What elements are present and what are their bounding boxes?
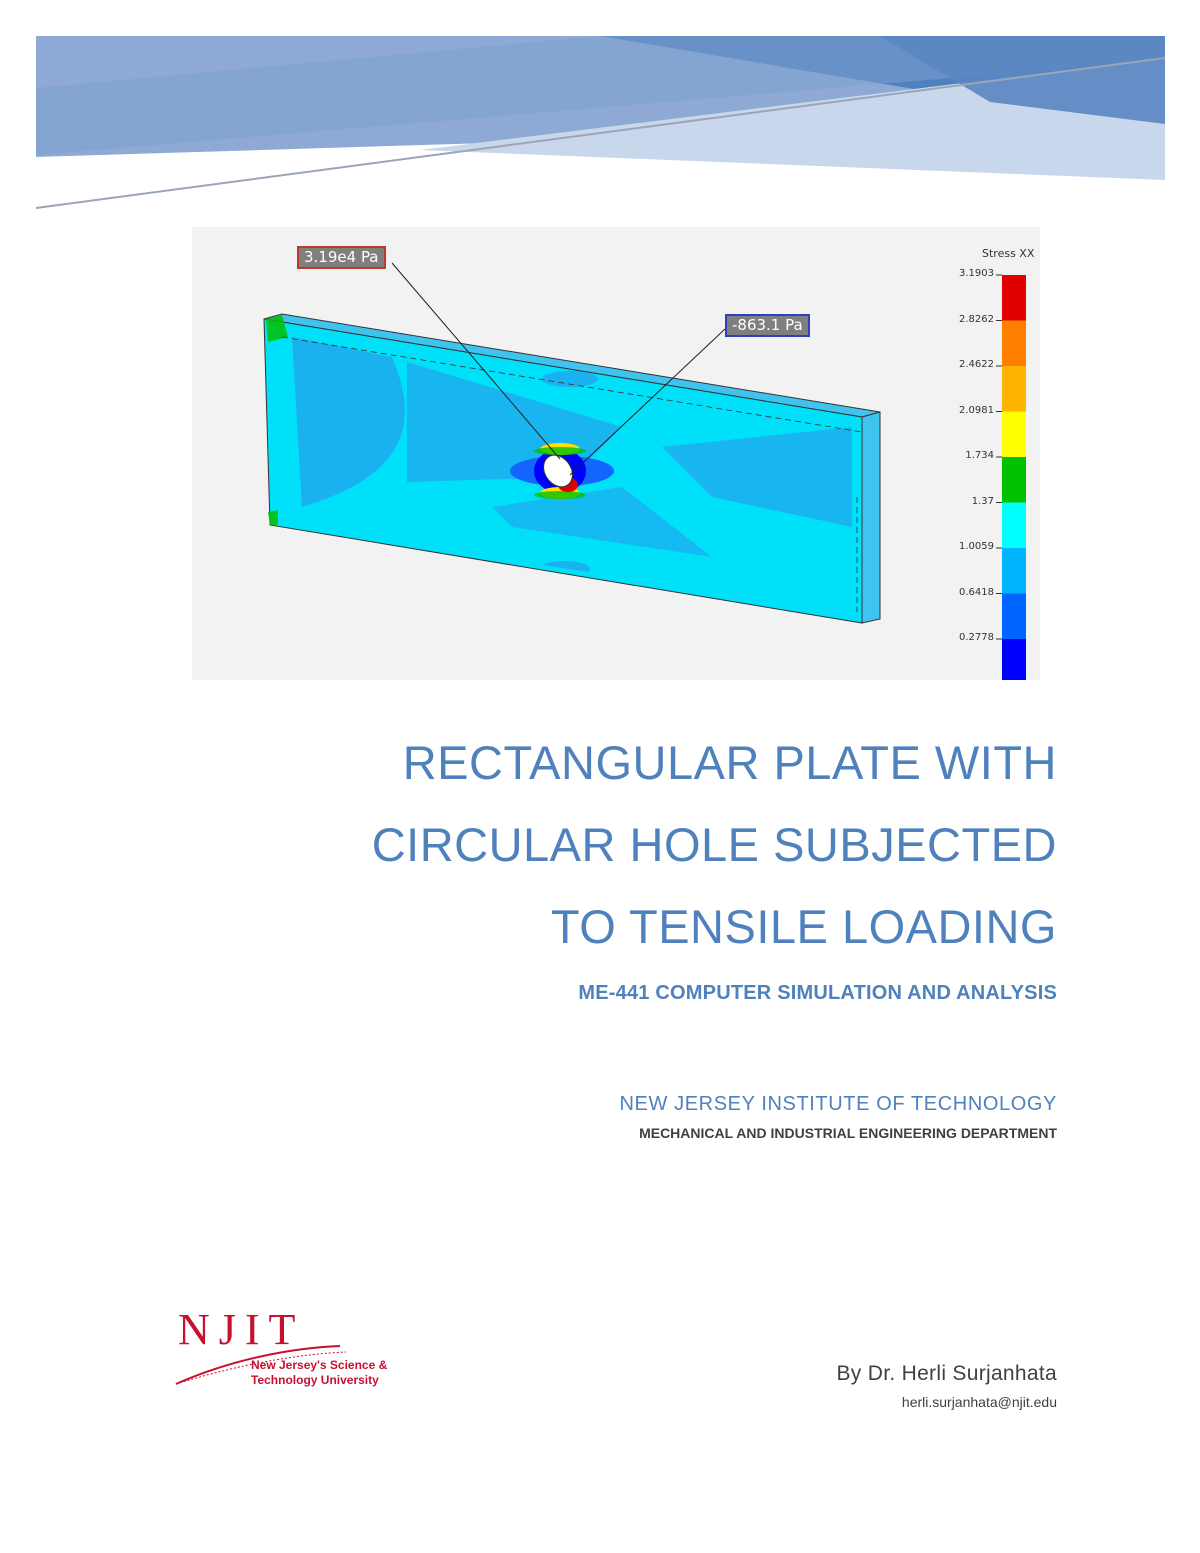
njit-logo — [170, 1302, 400, 1392]
legend-colorbar — [996, 275, 1026, 680]
legend-color-band — [1002, 321, 1026, 367]
legend-color-band — [1002, 503, 1026, 549]
course-subtitle: ME-441 COMPUTER SIMULATION AND ANALYSIS — [578, 982, 1057, 1004]
document-title — [297, 722, 1057, 968]
legend-tick-label: 2.4622 — [959, 359, 994, 370]
legend-tick-label: 0.6418 — [959, 586, 994, 598]
legend-color-band — [1002, 548, 1026, 594]
legend-title: Stress XX — [982, 247, 1035, 260]
logo-tagline-line-1: New Jersey's Science & — [251, 1358, 388, 1372]
legend-color-band — [1002, 457, 1026, 503]
header-banner — [0, 0, 1200, 220]
min-stress-callout: -863.1 Pa — [725, 314, 810, 337]
institute-name: NEW JERSEY INSTITUTE OF TECHNOLOGY — [619, 1093, 1057, 1115]
department-name: MECHANICAL AND INDUSTRIAL ENGINEERING DEPARTMENT — [639, 1125, 1057, 1141]
stress-contour-figure — [192, 227, 1040, 680]
legend-color-band — [1002, 366, 1026, 412]
author-name: By Dr. Herli Surjanhata — [836, 1362, 1057, 1385]
title-line-1: RECTANGULAR PLATE WITH — [402, 736, 1057, 789]
logo-tagline-line-2: Technology University — [251, 1373, 379, 1387]
max-stress-callout: 3.19e4 Pa — [297, 246, 386, 269]
author-email: herli.surjanhata@njit.edu — [901, 1394, 1057, 1410]
legend-color-band — [1002, 594, 1026, 640]
legend-color-band — [1002, 639, 1026, 680]
legend-tick-label: 2.0981 — [959, 404, 994, 416]
title-line-3: TO TENSILE LOADING — [550, 900, 1057, 953]
legend-tick-label: 1.37 — [971, 495, 994, 507]
legend-tick-label: 2.8262 — [959, 313, 994, 325]
logo-tagline — [251, 1358, 387, 1388]
title-line-2: CIRCULAR HOLE SUBJECTED — [371, 818, 1057, 871]
logo-letters: NJIT — [178, 1305, 305, 1354]
legend-tick-label: 1.734 — [965, 450, 994, 461]
legend-color-band — [1002, 275, 1026, 321]
legend-tick-label: 1.0059 — [959, 541, 994, 552]
legend-tick-label: 0.2778 — [959, 632, 994, 643]
legend-tick-label: 3.1903 — [959, 268, 994, 279]
legend-color-band — [1002, 412, 1026, 458]
